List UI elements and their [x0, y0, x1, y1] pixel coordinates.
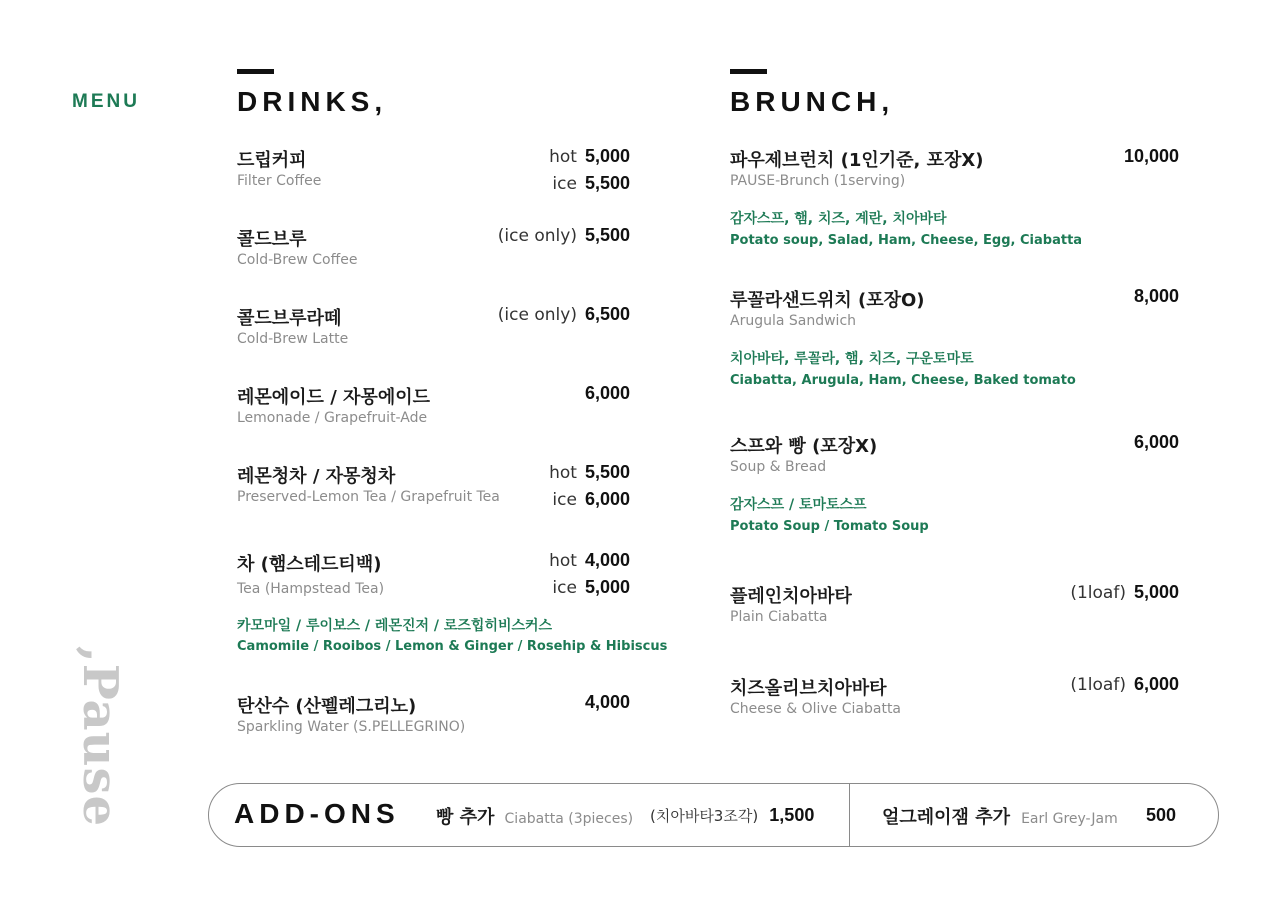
item-note-ko: 카모마일 / 루이보스 / 레몬진저 / 로즈힙히비스커스 [237, 618, 553, 634]
price-row [1070, 582, 1179, 603]
price: 4,000 [584, 550, 630, 570]
item-name-ko: 치즈올리브치아바타 [730, 678, 887, 699]
item-note-ko: 치아바타, 루꼴라, 햄, 치즈, 구운토마토 [730, 351, 974, 367]
item-name-en: Cold-Brew Coffee [237, 252, 358, 268]
price: 6,000 [584, 489, 630, 509]
price: 6,000 [1133, 674, 1179, 694]
price: 4,000 [584, 692, 630, 712]
addon-bread-price [650, 805, 814, 826]
addons-title: ADD-ONS [234, 798, 400, 829]
item-note-en: Ciabatta, Arugula, Ham, Cheese, Baked tomato [730, 373, 1076, 388]
item-name-en: Soup & Bread [730, 459, 827, 475]
price: 6,000 [584, 383, 630, 403]
item-name-ko: 스프와 빵 (포장X) [730, 436, 878, 457]
section-dash [237, 69, 274, 74]
brunch-title: BRUNCH, [730, 86, 895, 117]
drinks-title: DRINKS, [237, 86, 388, 117]
price-row [1134, 432, 1179, 453]
addon-bread-name-en: Ciabatta (3pieces) [504, 811, 634, 827]
item-name-en: Lemonade / Grapefruit-Ade [237, 410, 428, 426]
item-name-en: Sparkling Water (S.PELLEGRINO) [237, 719, 466, 735]
price-tag: ice [552, 490, 577, 510]
section-dash [730, 69, 767, 74]
item-name-ko: 레몬에이드 / 자몽에이드 [237, 387, 430, 408]
addons-divider [849, 784, 850, 846]
addons-bar [208, 783, 1219, 847]
price-tag: hot [549, 147, 577, 167]
price-row [498, 225, 630, 246]
price-tag: ice [552, 174, 577, 194]
addon-jam-price-value: 500 [1146, 805, 1177, 825]
price: 6,000 [1133, 432, 1179, 452]
addon-jam-name-ko: 얼그레이잼 추가 [882, 807, 1010, 828]
price-row [498, 304, 630, 325]
item-name-en: Cold-Brew Latte [237, 331, 349, 347]
item-note-en: Potato Soup / Tomato Soup [730, 519, 929, 534]
item-name-en: Preserved-Lemon Tea / Grapefruit Tea [237, 489, 500, 505]
price: 5,000 [584, 146, 630, 166]
price-tag: (ice only) [497, 226, 577, 246]
item-name-ko: 플레인치아바타 [730, 586, 852, 607]
item-name-en: Filter Coffee [237, 173, 322, 189]
price-row [1070, 674, 1179, 695]
price-row [552, 173, 630, 194]
price: 5,000 [584, 577, 630, 597]
item-name-ko: 콜드브루 [237, 229, 307, 250]
item-name-ko: 콜드브루라떼 [237, 308, 342, 329]
price-row [585, 692, 630, 713]
price-row [549, 550, 630, 571]
price-tag: hot [549, 463, 577, 483]
item-name-en: Plain Ciabatta [730, 609, 828, 625]
price-row [549, 146, 630, 167]
menu-label: MENU [72, 91, 140, 112]
addon-jam-name-en: Earl Grey-Jam [1021, 811, 1118, 827]
brand-logo: ,Pause [72, 646, 128, 828]
price-row [1134, 286, 1179, 307]
price: 5,500 [584, 462, 630, 482]
price-row [552, 577, 630, 598]
item-name-ko: 탄산수 (산펠레그리노) [237, 696, 417, 717]
price-tag: (ice only) [497, 305, 577, 325]
price: 5,500 [584, 173, 630, 193]
item-name-en: PAUSE-Brunch (1serving) [730, 173, 906, 189]
price: 10,000 [1123, 146, 1179, 166]
addon-jam-price [1146, 805, 1176, 826]
addon-jam [882, 803, 1118, 829]
item-name-en: Tea (Hampstead Tea) [237, 581, 385, 597]
price-tag: ice [552, 578, 577, 598]
price-tag: hot [549, 551, 577, 571]
addon-bread-note: (치아바타3조각) [650, 807, 759, 825]
price: 8,000 [1133, 286, 1179, 306]
addon-bread [436, 803, 633, 829]
price: 5,500 [584, 225, 630, 245]
item-name-en: Cheese & Olive Ciabatta [730, 701, 902, 717]
price-row [585, 383, 630, 404]
price-row [549, 462, 630, 483]
addon-bread-price-value: 1,500 [769, 805, 815, 825]
item-name-ko: 차 (햄스테드티백) [237, 554, 382, 575]
price-row [1124, 146, 1179, 167]
price: 5,000 [1133, 582, 1179, 602]
price-tag: (1loaf) [1070, 583, 1126, 603]
item-note-ko: 감자스프 / 토마토스프 [730, 497, 867, 513]
item-name-en: Arugula Sandwich [730, 313, 857, 329]
addon-bread-name-ko: 빵 추가 [436, 807, 495, 828]
item-name-ko: 드립커피 [237, 150, 307, 171]
item-note-en: Potato soup, Salad, Ham, Cheese, Egg, Ciabatta [730, 233, 1083, 248]
price-row [552, 489, 630, 510]
item-name-ko: 루꼴라샌드위치 (포장O) [730, 290, 925, 311]
item-note-ko: 감자스프, 햄, 치즈, 계란, 치아바타 [730, 211, 947, 227]
price-tag: (1loaf) [1070, 675, 1126, 695]
item-name-ko: 파우제브런치 (1인기준, 포장X) [730, 150, 984, 171]
item-name-ko: 레몬청차 / 자몽청차 [237, 466, 396, 487]
price: 6,500 [584, 304, 630, 324]
item-note-en: Camomile / Rooibos / Lemon & Ginger / Rosehip & Hibiscus [237, 639, 668, 654]
